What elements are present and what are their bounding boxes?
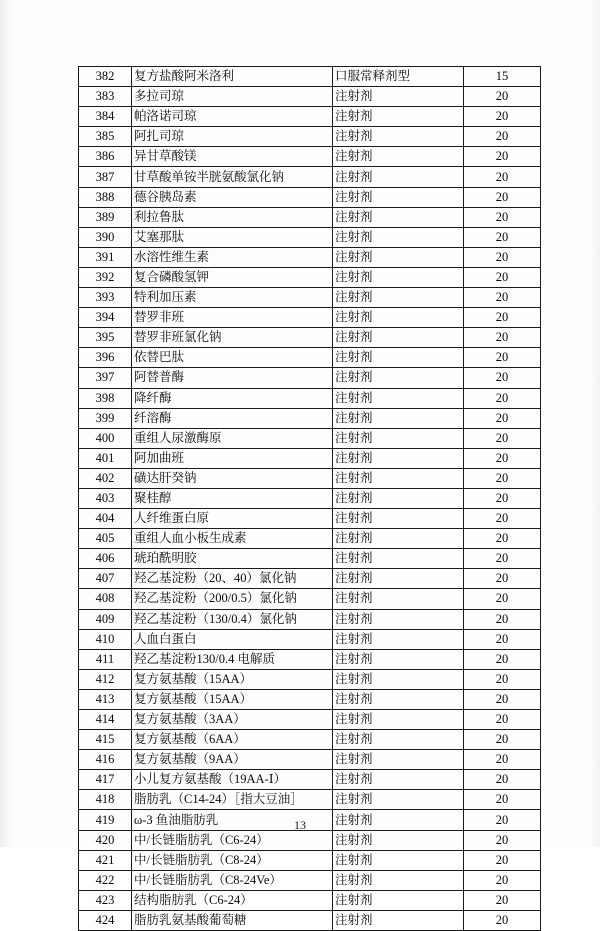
cell-number: 412 — [79, 669, 132, 689]
cell-dosage-form: 注射剂 — [333, 368, 464, 388]
table-row — [79, 850, 541, 870]
cell-drug-name: 复方氨基酸（15AA） — [132, 689, 333, 709]
cell-drug-name: 降纤酶 — [132, 388, 333, 408]
cell-drug-name: 重组人血小板生成素 — [132, 529, 333, 549]
cell-number: 385 — [79, 127, 132, 147]
cell-number: 404 — [79, 509, 132, 529]
cell-dosage-form: 注射剂 — [333, 408, 464, 428]
table-row — [79, 147, 541, 167]
cell-dosage-form: 注射剂 — [333, 167, 464, 187]
cell-drug-name: 德谷胰岛素 — [132, 187, 333, 207]
cell-quantity: 20 — [464, 750, 541, 770]
cell-drug-name: 脂肪乳（C14-24）［指大豆油］ — [132, 790, 333, 810]
table-row — [79, 388, 541, 408]
cell-dosage-form: 注射剂 — [333, 348, 464, 368]
cell-drug-name: 羟乙基淀粉（130/0.4）氯化钠 — [132, 609, 333, 629]
cell-quantity: 20 — [464, 428, 541, 448]
cell-drug-name: 复方氨基酸（15AA） — [132, 669, 333, 689]
cell-number: 403 — [79, 488, 132, 508]
cell-quantity: 20 — [464, 127, 541, 147]
table-row — [79, 649, 541, 669]
table-row — [79, 589, 541, 609]
table-row — [79, 689, 541, 709]
cell-dosage-form: 注射剂 — [333, 890, 464, 910]
cell-dosage-form: 注射剂 — [333, 910, 464, 930]
table-row — [79, 428, 541, 448]
cell-drug-name: 中/长链脂肪乳（C8-24） — [132, 850, 333, 870]
cell-number: 410 — [79, 629, 132, 649]
cell-drug-name: 阿扎司琼 — [132, 127, 333, 147]
cell-quantity: 20 — [464, 388, 541, 408]
cell-number: 418 — [79, 790, 132, 810]
cell-dosage-form: 注射剂 — [333, 87, 464, 107]
table-row — [79, 348, 541, 368]
cell-quantity: 20 — [464, 227, 541, 247]
cell-number: 386 — [79, 147, 132, 167]
table-row — [79, 67, 541, 87]
cell-dosage-form: 注射剂 — [333, 488, 464, 508]
cell-number: 409 — [79, 609, 132, 629]
cell-quantity: 20 — [464, 328, 541, 348]
cell-number: 396 — [79, 348, 132, 368]
cell-drug-name: 水溶性维生素 — [132, 247, 333, 267]
cell-quantity: 20 — [464, 87, 541, 107]
cell-number: 401 — [79, 448, 132, 468]
cell-dosage-form: 注射剂 — [333, 247, 464, 267]
cell-quantity: 20 — [464, 308, 541, 328]
cell-number: 390 — [79, 227, 132, 247]
table-row — [79, 267, 541, 287]
cell-dosage-form: 注射剂 — [333, 790, 464, 810]
cell-number: 408 — [79, 589, 132, 609]
cell-number: 407 — [79, 569, 132, 589]
cell-dosage-form: 注射剂 — [333, 328, 464, 348]
cell-drug-name: 利拉鲁肽 — [132, 207, 333, 227]
cell-quantity: 20 — [464, 770, 541, 790]
cell-number: 394 — [79, 308, 132, 328]
cell-quantity: 20 — [464, 288, 541, 308]
cell-drug-name: 异甘草酸镁 — [132, 147, 333, 167]
cell-dosage-form: 注射剂 — [333, 750, 464, 770]
cell-dosage-form: 注射剂 — [333, 288, 464, 308]
cell-quantity: 20 — [464, 207, 541, 227]
cell-dosage-form: 注射剂 — [333, 710, 464, 730]
cell-dosage-form: 注射剂 — [333, 267, 464, 287]
table-row — [79, 328, 541, 348]
cell-quantity: 20 — [464, 850, 541, 870]
cell-number: 417 — [79, 770, 132, 790]
cell-number: 395 — [79, 328, 132, 348]
table-row — [79, 910, 541, 930]
cell-drug-name: 阿替普酶 — [132, 368, 333, 388]
cell-quantity: 20 — [464, 629, 541, 649]
cell-dosage-form: 注射剂 — [333, 509, 464, 529]
cell-dosage-form: 注射剂 — [333, 649, 464, 669]
cell-quantity: 20 — [464, 368, 541, 388]
cell-drug-name: 依替巴肽 — [132, 348, 333, 368]
cell-number: 391 — [79, 247, 132, 267]
cell-number: 382 — [79, 67, 132, 87]
cell-drug-name: 阿加曲班 — [132, 448, 333, 468]
table-row — [79, 448, 541, 468]
cell-number: 406 — [79, 549, 132, 569]
cell-dosage-form: 注射剂 — [333, 207, 464, 227]
cell-dosage-form: 注射剂 — [333, 227, 464, 247]
cell-number: 405 — [79, 529, 132, 549]
cell-drug-name: 帕洛诺司琼 — [132, 107, 333, 127]
table-row — [79, 509, 541, 529]
cell-quantity: 20 — [464, 448, 541, 468]
cell-drug-name: 羟乙基淀粉130/0.4 电解质 — [132, 649, 333, 669]
cell-drug-name: 重组人尿激酶原 — [132, 428, 333, 448]
cell-dosage-form: 注射剂 — [333, 730, 464, 750]
cell-drug-name: 艾塞那肽 — [132, 227, 333, 247]
cell-quantity: 20 — [464, 147, 541, 167]
cell-quantity: 20 — [464, 509, 541, 529]
cell-number: 400 — [79, 428, 132, 448]
table-row — [79, 710, 541, 730]
cell-number: 393 — [79, 288, 132, 308]
cell-drug-name: 纤溶酶 — [132, 408, 333, 428]
table-row — [79, 368, 541, 388]
cell-drug-name: 人纤维蛋白原 — [132, 509, 333, 529]
table-row — [79, 408, 541, 428]
cell-quantity: 20 — [464, 107, 541, 127]
cell-quantity: 20 — [464, 649, 541, 669]
cell-number: 414 — [79, 710, 132, 730]
cell-drug-name: 多拉司琼 — [132, 87, 333, 107]
cell-drug-name: 特利加压素 — [132, 288, 333, 308]
cell-number: 411 — [79, 649, 132, 669]
cell-dosage-form: 注射剂 — [333, 187, 464, 207]
drug-list-table-body — [79, 67, 541, 931]
cell-quantity: 20 — [464, 669, 541, 689]
cell-dosage-form: 口服常释剂型 — [333, 67, 464, 87]
cell-dosage-form: 注射剂 — [333, 468, 464, 488]
table-row — [79, 790, 541, 810]
cell-quantity: 20 — [464, 267, 541, 287]
cell-number: 384 — [79, 107, 132, 127]
cell-dosage-form: 注射剂 — [333, 629, 464, 649]
cell-quantity: 20 — [464, 730, 541, 750]
cell-quantity: 20 — [464, 569, 541, 589]
table-row — [79, 549, 541, 569]
table-row — [79, 227, 541, 247]
cell-quantity: 20 — [464, 810, 541, 830]
cell-quantity: 20 — [464, 890, 541, 910]
scan-edge-right — [588, 0, 600, 847]
cell-drug-name: 磺达肝癸钠 — [132, 468, 333, 488]
cell-number: 419 — [79, 810, 132, 830]
cell-number: 416 — [79, 750, 132, 770]
cell-number: 397 — [79, 368, 132, 388]
cell-dosage-form: 注射剂 — [333, 428, 464, 448]
drug-list-table — [78, 66, 541, 931]
table-row — [79, 167, 541, 187]
cell-drug-name: 中/长链脂肪乳（C6-24） — [132, 830, 333, 850]
cell-drug-name: 复合磷酸氢钾 — [132, 267, 333, 287]
cell-drug-name: 复方氨基酸（9AA） — [132, 750, 333, 770]
cell-drug-name: 脂肪乳氨基酸葡萄糖 — [132, 910, 333, 930]
table-row — [79, 890, 541, 910]
cell-number: 423 — [79, 890, 132, 910]
table-row — [79, 127, 541, 147]
table-row — [79, 187, 541, 207]
cell-dosage-form: 注射剂 — [333, 669, 464, 689]
cell-dosage-form: 注射剂 — [333, 107, 464, 127]
cell-dosage-form: 注射剂 — [333, 549, 464, 569]
cell-drug-name: 聚桂醇 — [132, 488, 333, 508]
cell-drug-name: ω-3 鱼油脂肪乳 — [132, 810, 333, 830]
cell-dosage-form: 注射剂 — [333, 589, 464, 609]
table-row — [79, 107, 541, 127]
table-row — [79, 609, 541, 629]
drug-list-table-container — [78, 66, 522, 931]
cell-drug-name: 中/长链脂肪乳（C8-24Ve） — [132, 870, 333, 890]
cell-dosage-form: 注射剂 — [333, 689, 464, 709]
cell-number: 420 — [79, 830, 132, 850]
cell-drug-name: 甘草酸单铵半胱氨酸氯化钠 — [132, 167, 333, 187]
cell-drug-name: 复方氨基酸（6AA） — [132, 730, 333, 750]
cell-quantity: 20 — [464, 589, 541, 609]
table-row — [79, 488, 541, 508]
cell-dosage-form: 注射剂 — [333, 529, 464, 549]
table-row — [79, 730, 541, 750]
cell-drug-name: 结构脂肪乳（C6-24） — [132, 890, 333, 910]
cell-quantity: 20 — [464, 529, 541, 549]
table-row — [79, 247, 541, 267]
cell-number: 422 — [79, 870, 132, 890]
table-row — [79, 468, 541, 488]
cell-quantity: 20 — [464, 710, 541, 730]
cell-drug-name: 替罗非班氯化钠 — [132, 328, 333, 348]
cell-drug-name: 小儿复方氨基酸（19AA-Ⅰ） — [132, 770, 333, 790]
cell-quantity: 20 — [464, 408, 541, 428]
cell-dosage-form: 注射剂 — [333, 569, 464, 589]
cell-dosage-form: 注射剂 — [333, 850, 464, 870]
cell-quantity: 20 — [464, 247, 541, 267]
page-number: 13 — [294, 818, 306, 832]
cell-dosage-form: 注射剂 — [333, 830, 464, 850]
cell-dosage-form: 注射剂 — [333, 609, 464, 629]
cell-number: 424 — [79, 910, 132, 930]
cell-quantity: 20 — [464, 167, 541, 187]
cell-quantity: 20 — [464, 790, 541, 810]
cell-drug-name: 人血白蛋白 — [132, 629, 333, 649]
cell-quantity: 20 — [464, 910, 541, 930]
cell-drug-name: 羟乙基淀粉（200/0.5）氯化钠 — [132, 589, 333, 609]
table-row — [79, 87, 541, 107]
cell-quantity: 15 — [464, 67, 541, 87]
cell-number: 415 — [79, 730, 132, 750]
cell-dosage-form: 注射剂 — [333, 127, 464, 147]
cell-drug-name: 琥珀酰明胶 — [132, 549, 333, 569]
cell-drug-name: 羟乙基淀粉（20、40）氯化钠 — [132, 569, 333, 589]
table-row — [79, 569, 541, 589]
cell-quantity: 20 — [464, 187, 541, 207]
cell-drug-name: 复方氨基酸（3AA） — [132, 710, 333, 730]
table-row — [79, 629, 541, 649]
table-row — [79, 308, 541, 328]
cell-dosage-form: 注射剂 — [333, 448, 464, 468]
cell-quantity: 20 — [464, 689, 541, 709]
cell-number: 413 — [79, 689, 132, 709]
cell-quantity: 20 — [464, 609, 541, 629]
table-row — [79, 207, 541, 227]
cell-dosage-form: 注射剂 — [333, 308, 464, 328]
cell-drug-name: 替罗非班 — [132, 308, 333, 328]
cell-quantity: 20 — [464, 468, 541, 488]
table-row — [79, 750, 541, 770]
cell-dosage-form: 注射剂 — [333, 870, 464, 890]
cell-number: 398 — [79, 388, 132, 408]
table-row — [79, 770, 541, 790]
cell-dosage-form: 注射剂 — [333, 147, 464, 167]
table-row — [79, 529, 541, 549]
cell-number: 383 — [79, 87, 132, 107]
cell-quantity: 20 — [464, 488, 541, 508]
cell-quantity: 20 — [464, 870, 541, 890]
cell-drug-name: 复方盐酸阿米洛利 — [132, 67, 333, 87]
cell-dosage-form: 注射剂 — [333, 810, 464, 830]
table-row — [79, 870, 541, 890]
table-row — [79, 669, 541, 689]
cell-number: 389 — [79, 207, 132, 227]
cell-number: 402 — [79, 468, 132, 488]
cell-number: 392 — [79, 267, 132, 287]
cell-quantity: 20 — [464, 549, 541, 569]
cell-quantity: 20 — [464, 830, 541, 850]
cell-number: 387 — [79, 167, 132, 187]
table-row — [79, 830, 541, 850]
cell-number: 421 — [79, 850, 132, 870]
cell-quantity: 20 — [464, 348, 541, 368]
cell-number: 388 — [79, 187, 132, 207]
cell-dosage-form: 注射剂 — [333, 770, 464, 790]
cell-dosage-form: 注射剂 — [333, 388, 464, 408]
table-row — [79, 288, 541, 308]
scan-edge-left — [0, 0, 14, 847]
cell-number: 399 — [79, 408, 132, 428]
